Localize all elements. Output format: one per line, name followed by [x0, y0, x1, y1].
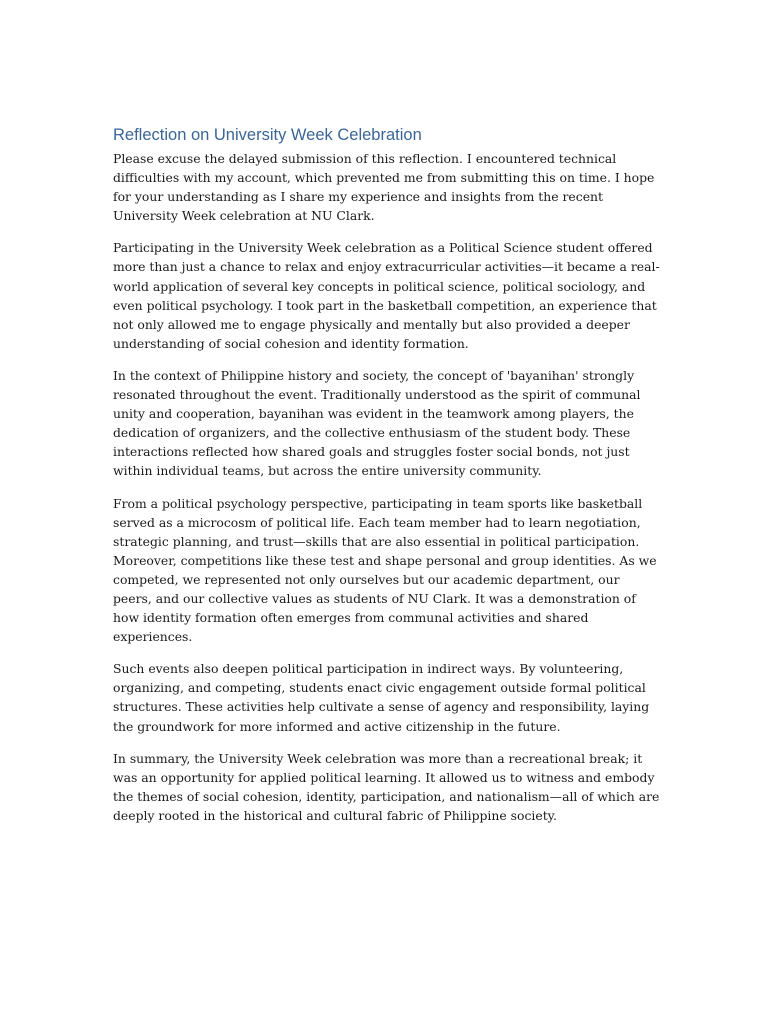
paragraph-summary: In summary, the University Week celebration was more than a recreational break; it was an opportunity for applied political learning. It allowed us to witness and embody the themes of social cohesion, identity, participation, and nationalism—all of which are deeply rooted in the historical and cultural fabric of Philippine society.: [113, 750, 660, 823]
paragraph-delayed-submission: Please excuse the delayed submission of this reflection. I encountered technical difficulties with my account, which prevented me from submitting this on time. I hope for your understanding as I share my experience and insights from the recent University Week celebration at NU Clark.: [113, 151, 655, 224]
document-body: [113, 124, 661, 838]
document-title: Reflection on University Week Celebration: [113, 126, 422, 144]
paragraph-participation: Participating in the University Week celebration as a Political Science student offered more than just a chance to relax and enjoy extracurricular activities—it became a real-world application of several key concepts in political science, political sociology, and even political psychology. I took part in the basketball competition, an experience that not only allowed me to engage physically and mentally but also provided a deeper understanding of social cohesion and identity formation.: [113, 240, 660, 351]
paragraph-political-psychology: From a political psychology perspective, participating in team sports like basketball served as a microcosm of political life. Each team member had to learn negotiation, strategic planning, and trust—skills that are also essential in political participation. Moreover, competitions like these test and shape personal and group identities. As we competed, we represented not only ourselves but our academic department, our peers, and our collective values as students of NU Clark. It was a demonstration of how identity formation often emerges from communal activities and shared experiences.: [113, 495, 657, 645]
paragraph-civic-engagement: Such events also deepen political participation in indirect ways. By volunteering, organizing, and competing, students enact civic engagement outside formal political structures. These activities help cultivate a sense of agency and responsibility, laying the groundwork for more informed and active citizenship in the future.: [113, 661, 650, 734]
paragraph-bayanihan: In the context of Philippine history and society, the concept of 'bayanihan' strongly resonated throughout the event. Traditionally understood as the spirit of communal unity and cooperation, bayanihan was evident in the teamwork among players, the dedication of organizers, and the collective enthusiasm of the student body. These interactions reflected how shared goals and struggles foster social bonds, not just within individual teams, but across the entire university community.: [113, 367, 641, 479]
